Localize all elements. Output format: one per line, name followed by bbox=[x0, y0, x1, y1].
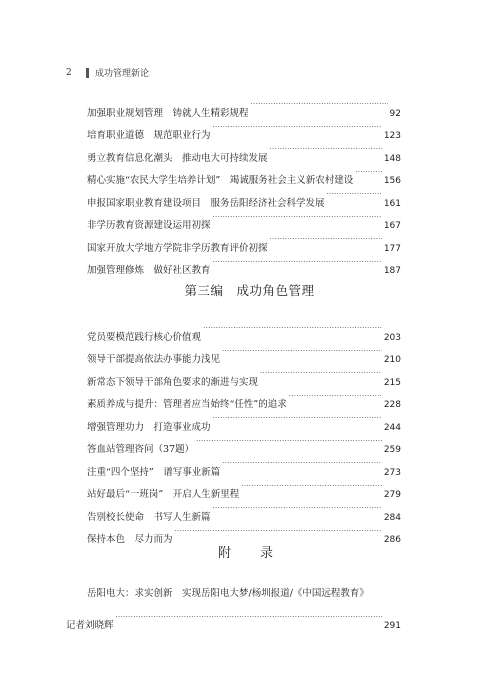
dot-leader bbox=[213, 251, 382, 274]
toc-entry-page: 167 bbox=[383, 221, 401, 231]
toc-entry-page: 228 bbox=[383, 400, 401, 410]
toc-entry-page: 92 bbox=[389, 108, 401, 119]
toc-entry-title: 新常态下领导干部角色要求的渐进与实现 bbox=[87, 376, 259, 388]
dot-leader bbox=[213, 407, 382, 430]
dot-leader bbox=[222, 340, 382, 363]
dot-leader bbox=[213, 497, 382, 520]
dot-leader bbox=[355, 161, 382, 184]
toc-entry-title: 站好最后“一班岗” 开启人生新里程 bbox=[87, 489, 240, 500]
toc-entry-page: 279 bbox=[383, 490, 401, 500]
appendix-entry-line1: 岳阳电大：求实创新 实现岳阳电大梦/杨圳报道/《中国远程教育》 bbox=[87, 588, 369, 599]
toc-entry-page: 148 bbox=[383, 153, 401, 164]
appendix-heading: 附 录 bbox=[217, 546, 281, 561]
toc-entry-page: 203 bbox=[383, 332, 401, 343]
toc-entry-title: 非学历教育资源建设运用初探 bbox=[87, 220, 211, 231]
toc-entry-page: 215 bbox=[383, 377, 401, 388]
toc-entry-title: 加强管理修炼 做好社区教育 bbox=[87, 265, 211, 276]
toc-entry-title: 素质养成与提升：管理者应当始终“任性”的追求 bbox=[87, 399, 287, 410]
dot-leader bbox=[213, 206, 382, 229]
toc-entry-title: 党员要模范践行核心价值观 bbox=[87, 331, 202, 343]
toc-entry-page: 123 bbox=[383, 131, 401, 141]
appendix-entry-page: 291 bbox=[383, 621, 401, 631]
toc-entry bbox=[87, 317, 401, 343]
toc-entry-page: 161 bbox=[383, 198, 401, 209]
toc-entry-title: 加强职业规划管理 铸就人生精彩规程 bbox=[87, 107, 249, 119]
dot-leader bbox=[260, 362, 382, 385]
toc-entry-page: 187 bbox=[383, 266, 401, 276]
book-title: 成功管理新论 bbox=[95, 69, 150, 79]
toc-entry-page: 273 bbox=[383, 467, 401, 478]
toc-entry-page: 284 bbox=[383, 512, 401, 523]
dot-leader bbox=[203, 317, 382, 340]
toc-entry-page: 259 bbox=[383, 445, 401, 455]
toc-entry-title: 答血站管理咨问（37题） bbox=[87, 444, 195, 455]
toc-entry-title: 勇立教育信息化潮头 推动电大可持续发展 bbox=[87, 152, 268, 164]
toc-entry-page: 210 bbox=[383, 355, 401, 365]
dot-leader bbox=[213, 116, 382, 139]
dot-leader bbox=[289, 385, 382, 408]
appendix-entry-line2 bbox=[66, 606, 401, 631]
toc-entry-title: 精心实施“农民大学生培养计划” 竭诚服务社会主义新农村建设 bbox=[87, 175, 354, 186]
dot-leader bbox=[270, 138, 382, 161]
toc-entry-title: 申报国家职业教育建设项目 服务岳阳经济社会科学发展 bbox=[87, 197, 325, 209]
section-heading: 第三编 成功角色管理 bbox=[184, 283, 315, 298]
running-header bbox=[66, 66, 149, 79]
dot-leader bbox=[222, 452, 382, 475]
toc-entry-page: 286 bbox=[383, 535, 401, 545]
toc-entry-title: 增强管理功力 打造事业成功 bbox=[87, 421, 211, 433]
toc-entry-title: 告别校长使命 书写人生新篇 bbox=[87, 511, 211, 523]
dot-leader bbox=[251, 93, 388, 116]
toc-entry bbox=[87, 93, 401, 119]
toc-entry-title: 培育职业道德 规范职业行为 bbox=[87, 130, 211, 141]
dot-leader bbox=[327, 183, 382, 206]
appendix-entry-author: 记者刘晓辉 bbox=[66, 620, 114, 631]
page-number: 2 bbox=[66, 67, 72, 78]
toc-entry-page: 156 bbox=[383, 176, 401, 186]
dot-leader bbox=[270, 228, 382, 251]
dot-leader bbox=[241, 475, 382, 498]
toc-entry-page: 244 bbox=[383, 422, 401, 433]
header-divider-bar bbox=[86, 68, 89, 78]
toc-entry-page: 177 bbox=[383, 243, 401, 254]
dot-leader bbox=[196, 430, 382, 453]
toc-entry-title: 注重“四个坚持” 谱写事业新篇 bbox=[87, 466, 221, 478]
toc-section-1 bbox=[87, 93, 401, 276]
toc-entry-title: 国家开放大学地方学院非学历教育评价初探 bbox=[87, 242, 268, 254]
toc-entry-title: 保持本色 尽力而为 bbox=[87, 534, 173, 545]
toc-entry-title: 领导干部提高依法办事能力浅见 bbox=[87, 354, 221, 365]
dot-leader bbox=[116, 606, 382, 628]
dot-leader bbox=[175, 520, 382, 543]
toc-section-2 bbox=[87, 317, 401, 545]
